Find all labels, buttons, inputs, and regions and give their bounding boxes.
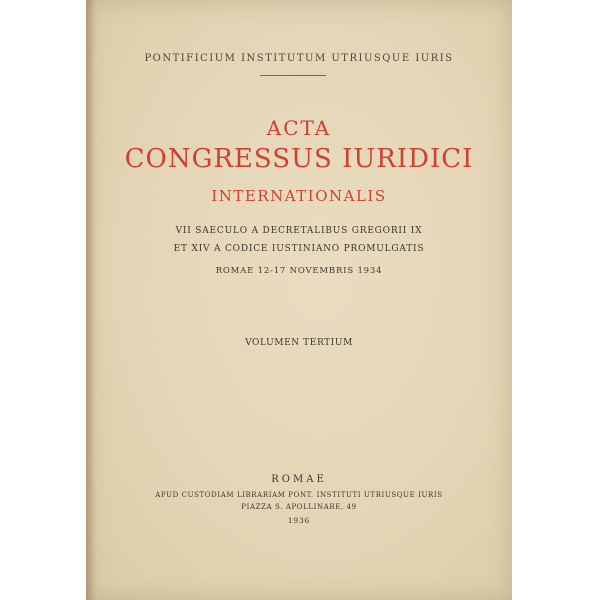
volume-label: VOLUMEN TERTIUM — [245, 338, 353, 348]
subtitle-date: ROMAE 12-17 NOVEMBRIS 1934 — [215, 266, 383, 276]
title-congressus: CONGRESSUS IURIDICI — [124, 144, 474, 174]
title-internationalis: INTERNATIONALIS — [211, 187, 387, 205]
institute-heading: PONTIFICIUM INSTITUTUM UTRIUSQUE IURIS — [144, 53, 454, 64]
imprint-address: PIAZZA S. APOLLINARE, 49 — [241, 503, 357, 511]
title-acta: ACTA — [266, 116, 332, 140]
title-page — [86, 0, 512, 600]
imprint-year: 1936 — [287, 516, 311, 525]
subtitle-line-2: ET XIV A CODICE IUSTINIANO PROMULGATIS — [173, 244, 425, 254]
decorative-rule — [260, 75, 326, 76]
imprint-publisher: APUD CUSTODIAM LIBRARIAM PONT. INSTITUTI UTRIUSQUE IURIS — [155, 491, 443, 499]
imprint-city: ROMAE — [271, 474, 327, 485]
subtitle-line-1: VII SAECULO A DECRETALIBUS GREGORII IX — [175, 226, 423, 236]
